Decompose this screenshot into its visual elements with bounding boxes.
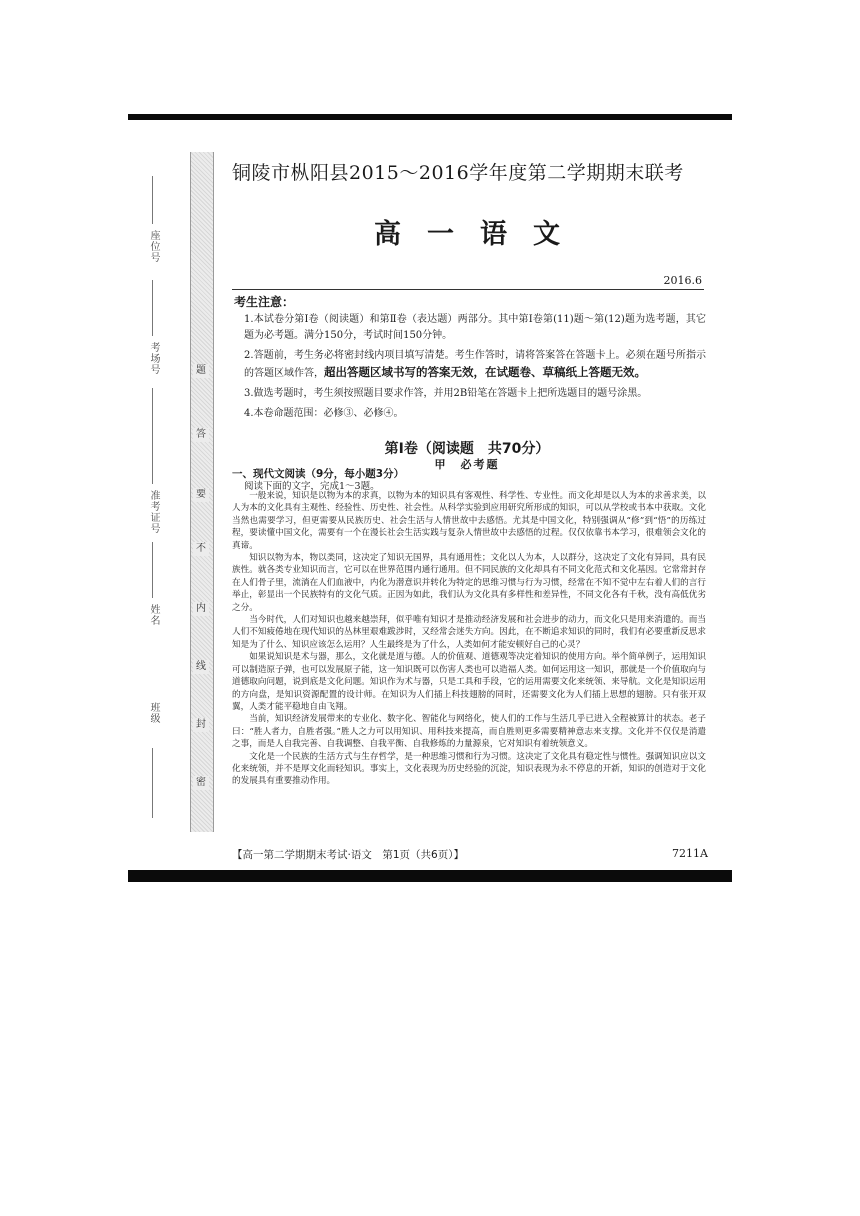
- header-divider: [232, 289, 704, 290]
- question-heading: 一、现代文阅读（9分，每小题3分）: [232, 468, 405, 480]
- notice-item: 1.本试卷分第Ⅰ卷（阅读题）和第Ⅱ卷（表达题）两部分。其中第Ⅰ卷第(11)题～第(12)题为选考题，其它题为必考题。满分150分，考试时间150分钟。: [244, 314, 706, 341]
- seal-char: 题: [193, 364, 209, 378]
- reading-passage: [232, 490, 706, 788]
- passage-paragraph: 当前，知识经济发展带来的专业化、数字化、智能化与网络化，使人们的工作与生活几乎已进入全程被算计的状态。老子曰：“胜人者力，自胜者强。”胜人之力可以用知识、用科技来提高，而自胜则更多需要精神意志来支撑。文化并不仅仅是消遣之事，而是人自我完善、自我调整、自我平衡、自我修炼的力量源泉，它对知识有着统领意义。: [232, 714, 706, 750]
- seal-char: 不: [193, 542, 209, 556]
- notice-item: 3.做选考题时，考生须按照题目要求作答，并用2B铅笔在答题卡上把所选题目的题号涂黑。: [244, 388, 648, 399]
- question-instructions: 阅读下面的文字，完成1～3题。: [244, 481, 380, 492]
- binding-margin: [136, 152, 216, 832]
- class-line[interactable]: [152, 748, 153, 818]
- passage-paragraph: 一般来说，知识是以物为本的求真，以物为本的知识具有客观性、科学性、专业性。而文化却是以人为本的求善求美，以人为本的文化具有主观性、经验性、历史性、社会性。从科学实验到应用研究所形成的知识，可以从学校或书本中获取。文化当然也需要学习，但更需要从民族历史、社会生活与人情世故中去感悟。尤其是中国文化，特别强调从“修”到“悟”的历练过程，要读懂中国文化，需要有一个在漫长社会生活实践与复杂人情世故中去感悟的过程。仅仅依靠书本学习，很难领会文化的真谛。: [232, 491, 706, 551]
- exam-room-line[interactable]: [152, 280, 153, 336]
- name-label: 姓名: [148, 604, 159, 626]
- class-label: 班级: [148, 702, 159, 724]
- notice-title: 考生注意：: [234, 295, 295, 309]
- section-subheading: 甲 必考题: [434, 458, 500, 471]
- exam-code: 7211A: [672, 847, 708, 860]
- seal-char: 答: [193, 428, 209, 442]
- passage-paragraph: 文化是一个民族的生活方式与生存哲学，是一种思维习惯和行为习惯。这决定了文化具有稳定性与惯性。强调知识应以文化来统领，并不是厚文化而轻知识。事实上，文化表现为历史经验的沉淀，知识表现为永不停息的开新，知识的创造对于文化的发展具有重要推动作用。: [232, 751, 706, 787]
- subject-title: 高一语文: [374, 219, 586, 250]
- notice-emphasis: 超出答题区域书写的答案无效，在试题卷、草稿纸上答题无效。: [324, 365, 646, 379]
- passage-paragraph: 知识以物为本，物以类同，这决定了知识无国界，具有通用性；文化以人为本，人以群分，这决定了文化有异同，具有民族性。就各类专业知识而言，它可以在世界范围内通行通用。但不同民族的文化却具有不同文化范式和文化基因。它常常封存在人们骨子里，流淌在人们血液中，内化为潜意识并转化为特定的思维习惯与行为习惯，经常在不知不觉中左右着人们的言行举止，彰显出一个民族特有的文化气质。正因为如此，我们认为文化具有多样性和差异性，不同文化各有千秋，没有高低优劣之分。: [232, 553, 706, 613]
- bottom-rule: [128, 870, 732, 882]
- seal-char: 要: [193, 488, 209, 502]
- seal-char: 封: [193, 718, 209, 732]
- top-rule: [128, 114, 732, 120]
- notice-item: 2.答题前，考生务必将密封线内项目填写清楚。考生作答时，请将答案答在答题卡上。必须在题号所指示的答题区域作答，超出答题区域书写的答案无效，在试题卷、草稿纸上答题无效。: [244, 350, 706, 379]
- footer-label: 【高一第二学期期末考试·语文 第1页（共6页）】: [232, 849, 464, 861]
- admission-number-label: 准考证号: [148, 490, 159, 534]
- notice-item: 4.本卷命题范围：必修③、必修④。: [244, 408, 404, 419]
- passage-paragraph: 如果说知识是术与器，那么，文化就是道与德。人的价值观、道德观等决定着知识的使用方向。举个简单例子，运用知识可以制造原子弹，也可以发展原子能，这一知识既可以伤害人类也可以造福人类。如何运用这一知识，那就是一个价值取向与道德取向问题，说到底是文化问题。知识作为术与器，只是工具和手段，它的运用需要文化来统领、来导航。文化是知识运用的方向盘，是知识资源配置的设计师。在知识为人们插上科技翅膀的同时，还需要文化为人们插上思想的翅膀。只有张开双翼，人类才能平稳地自由飞翔。: [232, 652, 706, 712]
- admission-number-line[interactable]: [152, 388, 153, 484]
- seat-number-label: 座位号: [148, 230, 159, 263]
- exam-date: 2016.6: [663, 274, 702, 287]
- passage-paragraph: 当今时代，人们对知识也越来越崇拜，似乎唯有知识才是推动经济发展和社会进步的动力，而文化只是用来消遣的。而当人们不知疲倦地在现代知识的丛林里艰难跋涉时，又经常会迷失方向。因此，在不断追求知识的同时，我们有必要重新反思求知是为了什么、知识应该怎么运用？人生最终是为了什么，人类如何才能安顿好自己的心灵？: [232, 615, 706, 650]
- page-footer: [232, 847, 708, 862]
- seal-char: 内: [193, 602, 209, 616]
- exam-room-label: 考场号: [148, 342, 159, 375]
- notice-list: [244, 312, 706, 426]
- section-heading: 第Ⅰ卷（阅读题 共70分）: [384, 441, 550, 457]
- seal-char: 线: [193, 660, 209, 674]
- seat-number-line[interactable]: [152, 176, 153, 224]
- name-line[interactable]: [152, 542, 153, 598]
- seal-char: 密: [193, 776, 209, 790]
- exam-title: 铜陵市枞阳县2015～2016学年度第二学期期末联考: [232, 162, 684, 184]
